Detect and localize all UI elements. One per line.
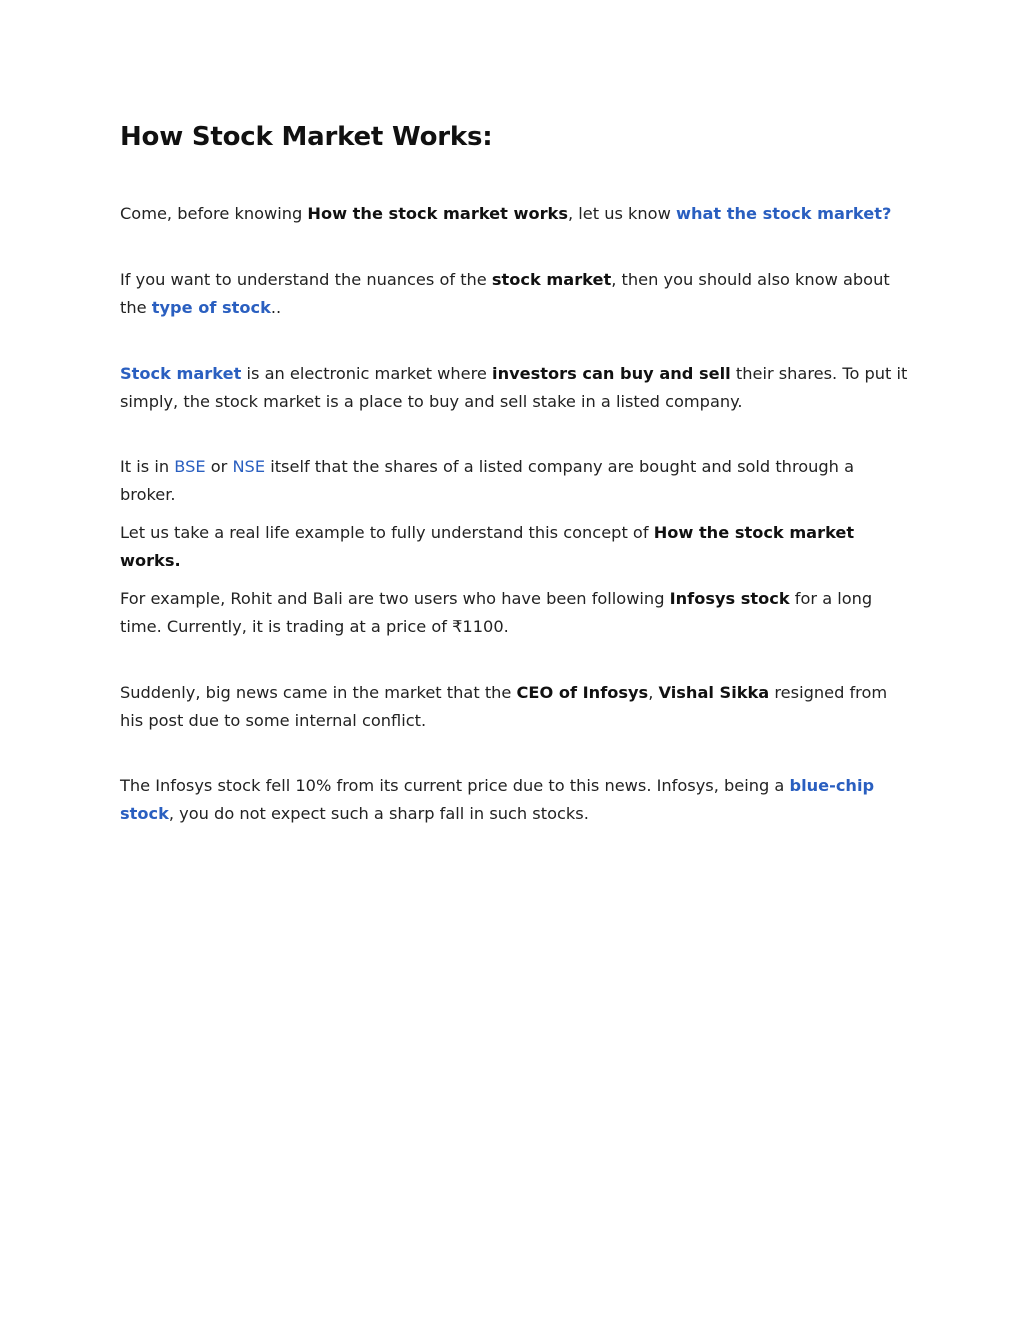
text: It is in xyxy=(120,457,175,476)
text: is an electronic market where xyxy=(241,364,493,383)
bold-text: CEO of Infosys xyxy=(516,683,649,702)
link-what-the-stock-market[interactable]: what the stock market? xyxy=(675,204,892,223)
text: , xyxy=(648,683,659,702)
paragraph-nuances xyxy=(120,266,910,321)
link-type-of-stock[interactable]: type of stock xyxy=(151,297,271,317)
text: , you do not expect such a sharp fall in such stocks. xyxy=(168,803,589,823)
text: Suddenly, big news came in the market that the xyxy=(120,683,517,702)
text: , then you should also know about the xyxy=(120,270,890,317)
bold-text: Infosys stock xyxy=(669,589,790,608)
bold-text: Vishal Sikka xyxy=(658,683,770,702)
paragraph-exchanges xyxy=(120,453,910,508)
bold-text: stock market xyxy=(491,270,612,289)
text: itself that the shares of a listed company are bought and sold through a broker. xyxy=(120,457,855,504)
bold-text: How the stock market works. xyxy=(120,523,855,570)
text: or xyxy=(205,457,233,476)
text: .. xyxy=(270,297,282,317)
bold-text: How the stock market works xyxy=(307,204,568,223)
text: For example, Rohit and Bali are two users who have been following xyxy=(120,589,670,608)
text: Let us take a real life example to fully understand this concept of xyxy=(120,523,654,542)
link-blue-chip-stock[interactable]: blue-chip stock xyxy=(120,776,875,823)
bold-text: investors can buy and sell xyxy=(492,364,731,383)
text: The Infosys stock fell 10% from its current price due to this news. Infosys, being a xyxy=(120,776,790,795)
paragraph-definition xyxy=(120,360,910,415)
text: resigned from his post due to some internal conflict. xyxy=(120,683,888,730)
paragraph-example-intro xyxy=(120,519,910,574)
paragraph-stock-fall xyxy=(120,772,910,827)
link-nse[interactable]: NSE xyxy=(232,457,266,476)
link-stock-market[interactable]: Stock market xyxy=(120,364,242,383)
paragraph-intro xyxy=(120,200,910,228)
link-bse[interactable]: BSE xyxy=(174,457,206,476)
paragraph-example xyxy=(120,585,910,640)
text: for a long time. Currently, it is trading at a price of ₹1100. xyxy=(120,589,873,636)
text: If you want to understand the nuances of the xyxy=(120,270,492,289)
page-title: How Stock Market Works: xyxy=(120,122,493,152)
text: their shares. To put it simply, the stock market is a place to buy and sell stake in a listed company. xyxy=(120,364,908,411)
text: Come, before knowing xyxy=(120,204,308,223)
paragraph-news xyxy=(120,679,910,734)
text: , let us know xyxy=(567,204,676,223)
